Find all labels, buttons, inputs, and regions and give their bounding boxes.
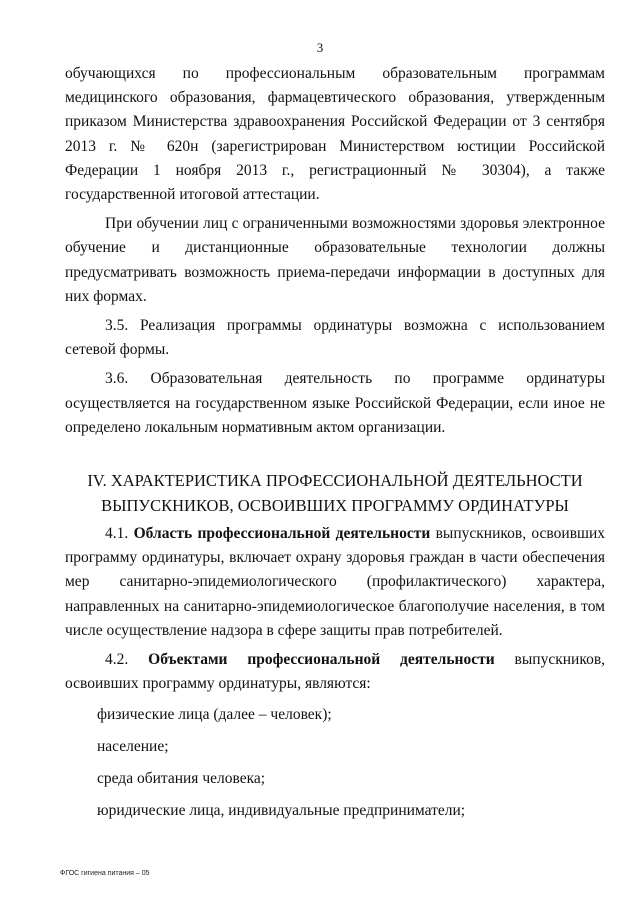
paragraph-4-2-term: Объектами профессиональной деятельности bbox=[148, 651, 495, 669]
paragraph-4-1-term: Область профессиональной деятельности bbox=[133, 525, 431, 543]
paragraph-disabled-learners: При обучении лиц с ограниченными возможностями здоровья электронное обучение и дистанционные образовательные технологии должны предусматривать возможность приема-передачи информации в доступных для них формах. bbox=[65, 215, 605, 305]
list-item: юридические лица, индивидуальные предприниматели; bbox=[97, 802, 466, 820]
section-heading-line-1: IV. ХАРАКТЕРИСТИКА ПРОФЕССИОНАЛЬНОЙ ДЕЯТЕЛЬНОСТИ bbox=[87, 471, 583, 491]
list-item: население; bbox=[97, 738, 169, 756]
page-number: 3 bbox=[316, 40, 324, 55]
paragraph-continuation: обучающихся по профессиональным образовательным программам медицинского образования, фармацевтического образования, утвержденным приказом Министерства здравоохранения Российской Федерации от 3 сентября 2013 г. № 620н (зарегистрирован Министерством юстиции Российской Федерации 1 ноября 2013 г., регистрационный № 30304), а также государственной итоговой аттестации. bbox=[65, 65, 605, 204]
section-heading bbox=[65, 468, 605, 518]
paragraph-4-2-number: 4.2. bbox=[105, 651, 129, 669]
paragraph-3-5: 3.5. Реализация программы ординатуры возможна с использованием сетевой формы. bbox=[65, 317, 605, 359]
paragraph-3-6: 3.6. Образовательная деятельность по программе ординатуры осуществляется на государственном языке Российской Федерации, если иное не определено локальным нормативным актом организации. bbox=[65, 370, 605, 436]
section-heading-line-2: ВЫПУСКНИКОВ, ОСВОИВШИХ ПРОГРАММУ ОРДИНАТУРЫ bbox=[101, 496, 569, 516]
paragraph-4-2 bbox=[65, 648, 605, 696]
document-body bbox=[65, 62, 605, 824]
paragraph-4-1-number: 4.1. bbox=[105, 525, 129, 543]
footer-note: ФГОС гигиена питания – 05 bbox=[60, 870, 150, 877]
paragraph-4-1 bbox=[65, 522, 605, 643]
paragraph-4-2-text: выпускников, освоивших программу ординатуры, являются: bbox=[65, 651, 606, 693]
paragraph-4-1-text: выпускников, освоивших программу ординатуры, включает охрану здоровья граждан в части обеспечения мер санитарно-эпидемиологического (профилактического) характера, направленных на санитарно-эпидемиологическое благополучие населения, в том числе осуществление надзора в сфере защиты прав потребителей. bbox=[65, 525, 605, 639]
list-item: физические лица (далее – человек); bbox=[97, 706, 332, 724]
list-item: среда обитания человека; bbox=[97, 770, 266, 788]
